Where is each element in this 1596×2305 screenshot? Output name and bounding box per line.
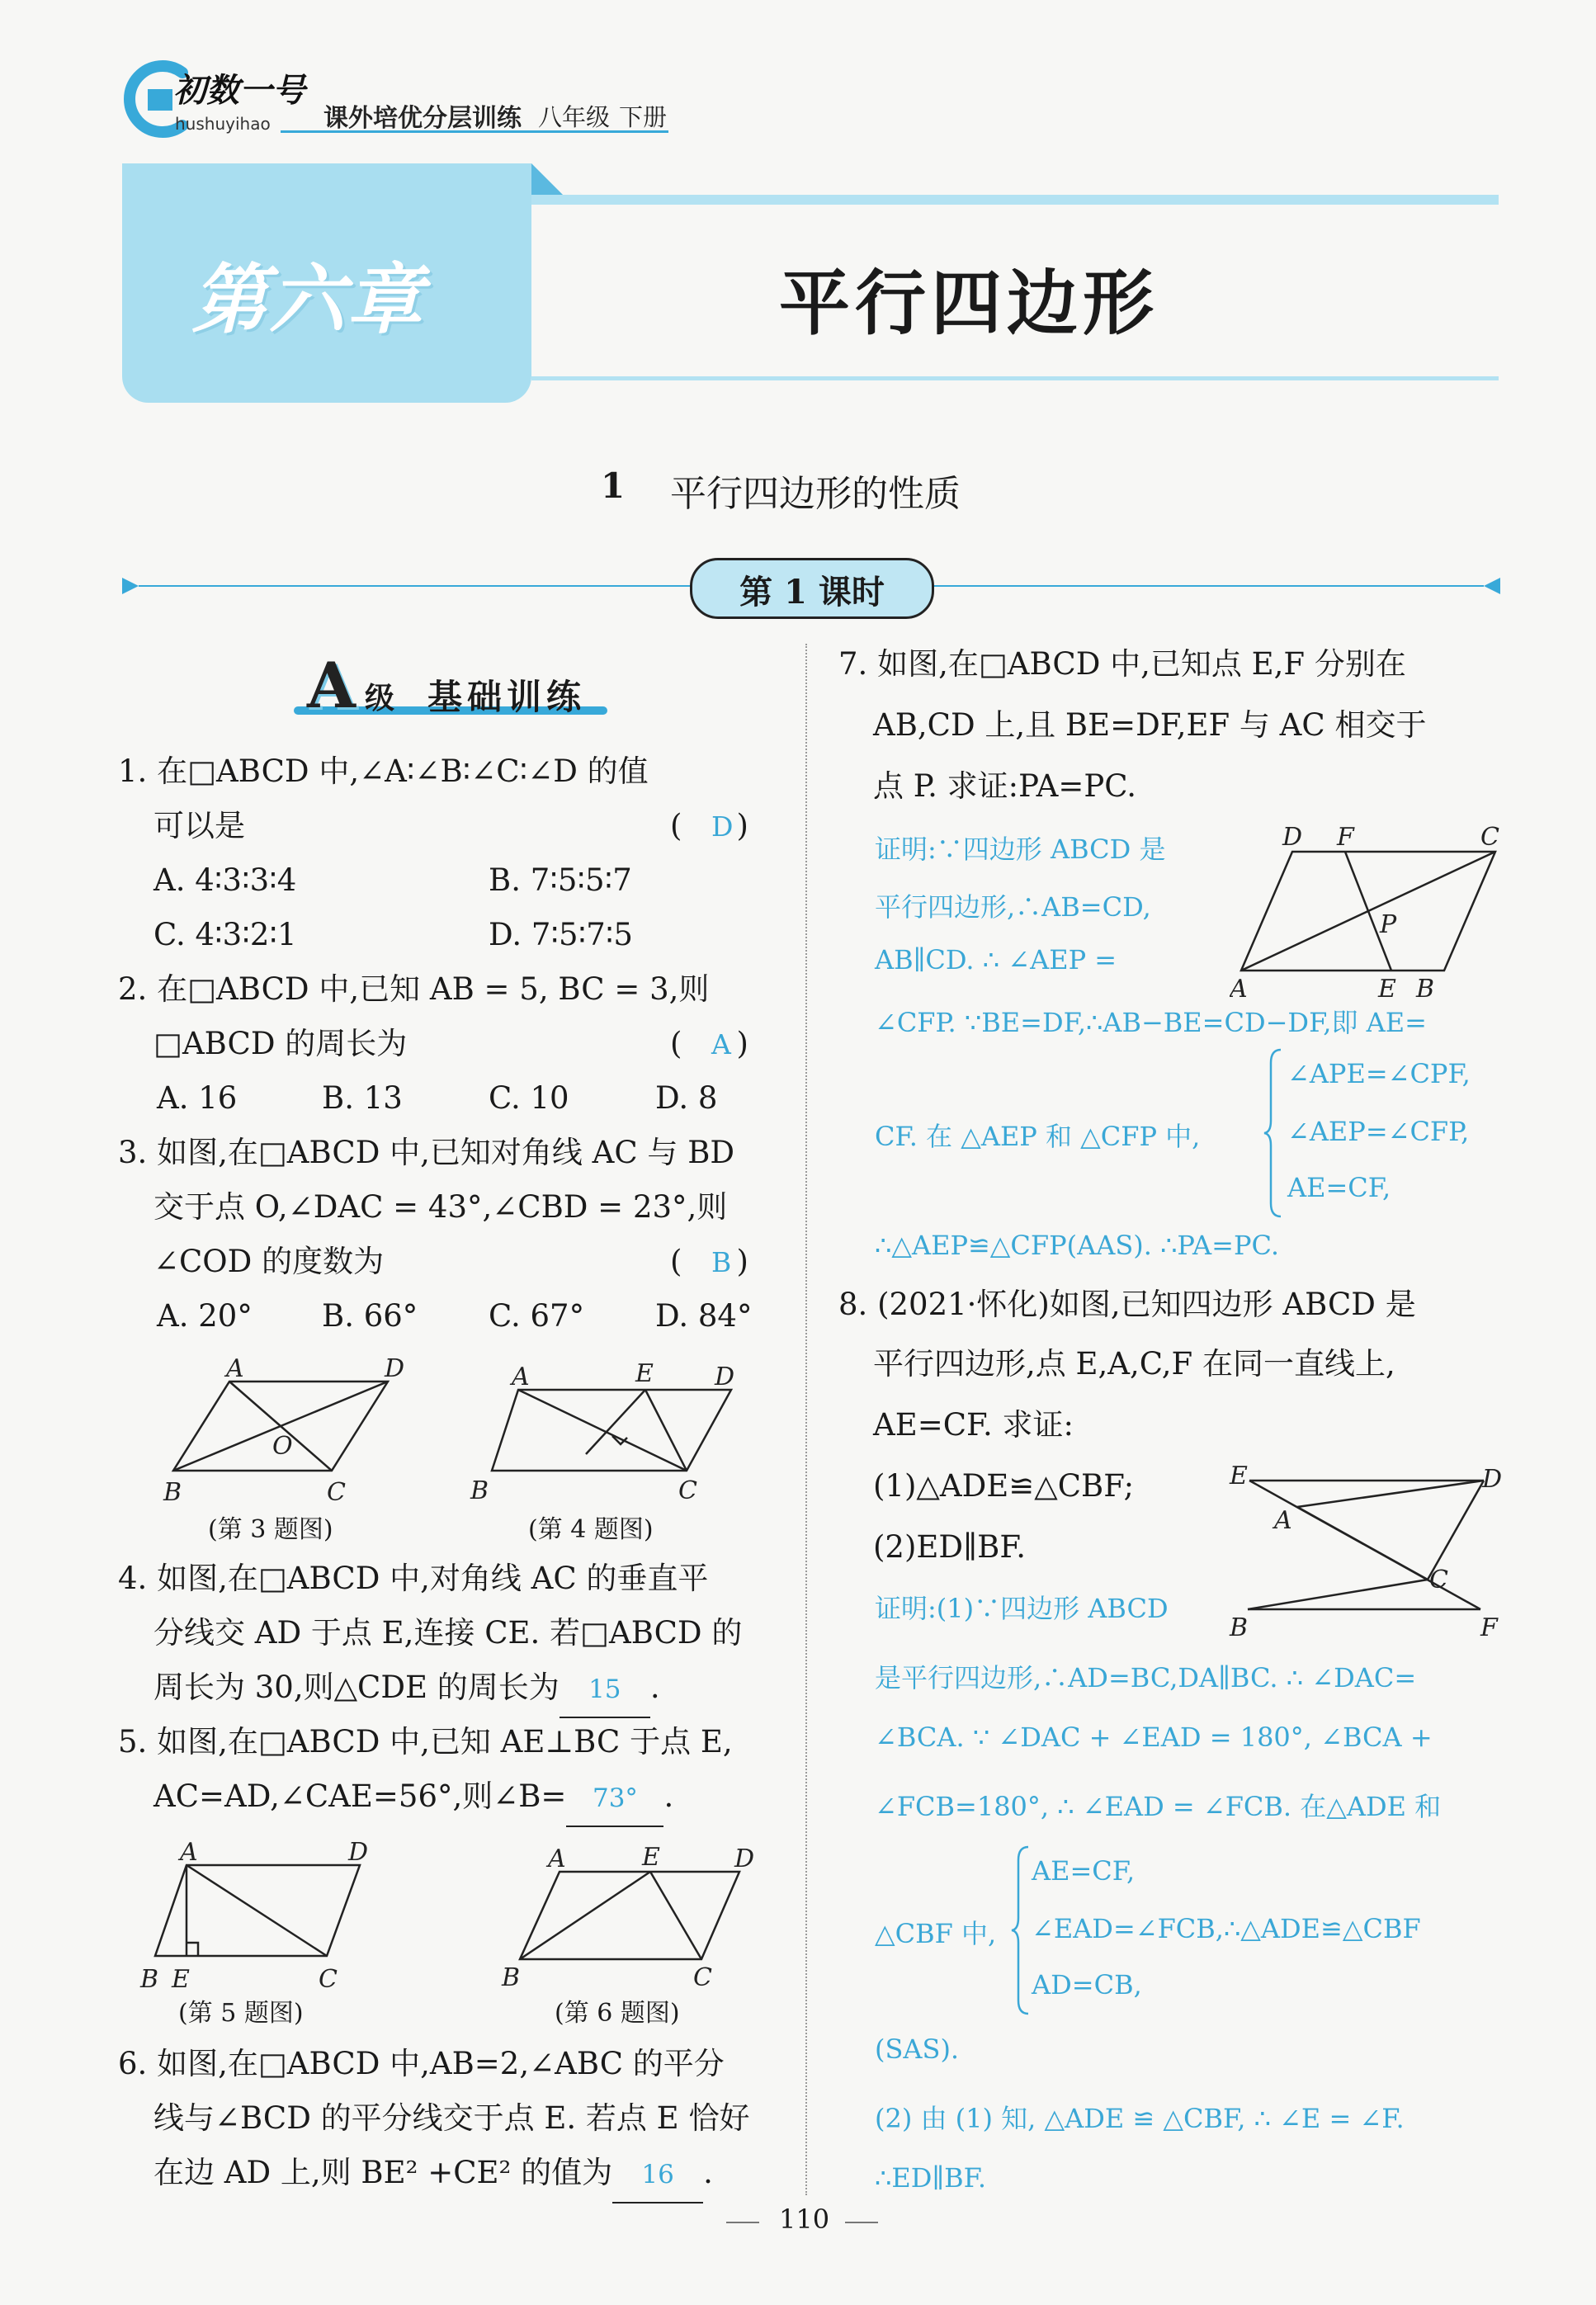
fig5-label-d: D [348,1838,369,1867]
figure-5 [132,1830,380,2004]
chapter-rule-top [531,195,1499,205]
q1-option-d: D. 7∶5∶7∶5 [489,917,633,952]
section-number: 1 [601,465,626,506]
q8-brace-2: ∠EAD=∠FCB,∴△ADE≌△CBF [1032,1913,1421,1944]
q1-option-a: A. 4∶3∶3∶4 [153,862,297,898]
q8-proof-8: ∴ED∥BF. [875,2162,987,2194]
level-title: 基础训练 [427,677,587,717]
fig8-label-f: F [1480,1613,1498,1642]
fig3-label-c: C [327,1478,346,1507]
fig7-label-e: E [1378,975,1396,1004]
q8-brace-1: AE=CF, [1032,1855,1136,1887]
q7-proof-4: ∠CFP. ∵BE=DF,∴AB−BE=CD−DF,即 AE= [875,1007,1427,1038]
fig5-label-b: B [140,1965,159,1994]
q8-proof-1: 证明:(1)∵四边形 ABCD [875,1593,1169,1624]
chapter-rule-bottom [531,376,1499,380]
q8-line1: 8. (2021·怀化)如图,已知四边形 ABCD 是 [838,1287,1416,1322]
q3-line2: 交于点 O,∠DAC = 43°,∠CBD = 23°,则 [153,1189,728,1225]
figure-4 [462,1353,759,1510]
fig3-label-b: B [163,1478,182,1507]
q8-sub-2: (2)ED∥BF. [873,1529,1027,1565]
q6-line2: 线与∠BCD 的平分线交于点 E. 若点 E 恰好 [153,2100,750,2136]
q8-line3: AE=CF. 求证: [873,1407,1074,1443]
fig5-label-c: C [319,1965,338,1994]
level-suffix: 级 [365,682,395,716]
q2-option-d: D. 8 [655,1080,718,1116]
fig8-label-e: E [1230,1462,1248,1490]
fig7-label-c: C [1480,823,1499,852]
q8-brace-3: AD=CB, [1032,1969,1142,2000]
fig8-label-c: C [1429,1566,1448,1594]
q5-line2: AC=AD,∠CAE=56°,则∠B= 73° . [153,1769,673,1827]
fig7-label-p: P [1380,910,1397,939]
fig4-caption: (第 4 题图) [528,1515,654,1544]
section-title: 平行四边形的性质 [670,473,961,515]
q1-option-b: B. 7∶5∶5∶7 [489,862,632,898]
q1-line1: 1. 在□ABCD 中,∠A∶∠B∶∠C∶∠D 的值 [118,753,649,789]
fig8-label-d: D [1482,1465,1502,1494]
chapter-label: 第六章 [191,256,425,344]
q7-line2: AB,CD 上,且 BE=DF,EF 与 AC 相交于 [873,707,1427,743]
figure-8 [1221,1452,1502,1642]
fig6-label-c: C [693,1963,712,1992]
fig3-caption: (第 3 题图) [208,1515,333,1544]
q7-brace-2: ∠AEP=∠CFP, [1287,1116,1470,1147]
logo-en: hushuyihao [175,114,271,134]
page-number: 110 [779,2203,830,2235]
q6-line3: 在边 AD 上,则 BE² +CE² 的值为 16 . [153,2146,713,2203]
q8-brace-icon [1010,1844,1032,2017]
figure-7 [1230,819,1502,1007]
q4-line2: 分线交 AD 于点 E,连接 CE. 若□ABCD 的 [153,1615,743,1651]
q2-option-a: A. 16 [157,1080,238,1116]
q8-proof-3: ∠BCA. ∵ ∠DAC + ∠EAD = 180°, ∠BCA + [875,1722,1433,1753]
fig4-label-b: B [470,1476,489,1505]
q2-line1: 2. 在□ABCD 中,已知 AB = 5, BC = 3,则 [118,971,710,1007]
fig3-label-o: O [272,1432,293,1461]
fig4-label-d: D [715,1363,735,1391]
q2-paren: ( ) [670,1026,748,1061]
q6-line3-text: 在边 AD 上,则 BE² +CE² 的值为 [153,2155,613,2190]
q3-option-d: D. 84° [655,1298,753,1334]
fig8-label-a: A [1274,1506,1292,1535]
q7-proof-5: CF. 在 △AEP 和 △CFP 中, [875,1121,1201,1152]
header-grade: 八年级 [538,103,611,131]
q7-line1: 7. 如图,在□ABCD 中,已知点 E,F 分别在 [838,646,1406,682]
q1-line2: 可以是 [153,808,245,843]
q2-option-c: C. 10 [489,1080,569,1116]
q8-proof-5-pre: △CBF 中, [875,1918,997,1949]
q7-brace-1: ∠APE=∠CPF, [1287,1058,1471,1089]
fig6-label-e: E [642,1843,660,1872]
q3-option-a: A. 20° [157,1298,253,1334]
fig6-caption: (第 6 题图) [555,1999,680,2028]
q3-option-b: B. 66° [322,1298,418,1334]
q8-sub-1: (1)△ADE≌△CBF; [873,1468,1135,1504]
lesson-label: 第 1 课时 [739,573,885,612]
q7-brace-icon [1263,1046,1284,1220]
header-series: 课外培优分层训练 [323,104,522,133]
figure-3 [157,1353,429,1510]
fig6-label-d: D [734,1844,755,1873]
fig7-label-f: F [1337,823,1354,852]
q8-proof-7: (2) 由 (1) 知, △ADE ≌ △CBF, ∴ ∠E = ∠F. [875,2103,1405,2134]
fig7-label-d: D [1282,823,1303,852]
q5-line2-text: AC=AD,∠CAE=56°,则∠B= [153,1778,567,1814]
q7-proof-6: ∴△AEP≌△CFP(AAS). ∴PA=PC. [875,1230,1279,1261]
q7-proof-1: 证明:∵四边形 ABCD 是 [875,834,1166,865]
fig5-caption: (第 5 题图) [178,1999,304,2028]
page-number-rule-right [845,2222,878,2223]
q4-answer: 15 [560,1662,650,1718]
q3-line3: ∠COD 的度数为 [153,1244,385,1279]
q6-line1: 6. 如图,在□ABCD 中,AB=2,∠ABC 的平分 [118,2046,725,2081]
fig4-label-e: E [635,1359,654,1388]
fig6-label-b: B [502,1963,521,1992]
q4-line1: 4. 如图,在□ABCD 中,对角线 AC 的垂直平 [118,1561,709,1596]
level-letter: A [307,649,356,722]
q4-line3: 周长为 30,则△CDE 的周长为 15 . [153,1660,660,1718]
fig8-label-b: B [1230,1613,1249,1642]
q8-line2: 平行四边形,点 E,A,C,F 在同一直线上, [873,1346,1395,1382]
q8-proof-2: 是平行四边形,∴AD=BC,DA∥BC. ∴ ∠DAC= [875,1662,1417,1693]
fig7-label-a: A [1230,975,1248,1004]
fig4-label-c: C [678,1476,697,1505]
q7-proof-3: AB∥CD. ∴ ∠AEP = [875,944,1117,975]
fig3-label-d: D [385,1354,405,1383]
fig4-label-a: A [512,1363,530,1391]
q2-answer: A [711,1028,731,1060]
q7-proof-2: 平行四边形,∴AB=CD, [875,891,1151,923]
q1-answer: D [711,810,734,843]
q3-option-c: C. 67° [489,1298,585,1334]
banner-corner-icon [531,163,564,196]
q6-answer: 16 [612,2147,703,2203]
page-number-rule-left [726,2222,759,2223]
chapter-title: 平行四边形 [779,262,1159,345]
q2-option-b: B. 13 [322,1080,403,1116]
fig5-label-a: A [180,1838,198,1867]
header-volume: 下册 [619,103,668,131]
column-divider [805,644,807,2195]
fig7-label-b: B [1416,975,1435,1004]
q3-paren: ( ) [670,1244,748,1279]
q1-option-c: C. 4∶3∶2∶1 [153,917,297,952]
q4-line3-text: 周长为 30,则△CDE 的周长为 [153,1670,560,1705]
q7-brace-3: AE=CF, [1287,1172,1391,1203]
logo-cn: 初数一号 [173,72,305,110]
q8-proof-4: ∠FCB=180°, ∴ ∠EAD = ∠FCB. 在△ADE 和 [875,1791,1442,1822]
q5-line1: 5. 如图,在□ABCD 中,已知 AE⊥BC 于点 E, [118,1724,733,1759]
q5-answer: 73° [566,1771,663,1827]
q1-paren: ( ) [670,808,748,843]
fig5-label-e: E [172,1965,190,1994]
q3-line1: 3. 如图,在□ABCD 中,已知对角线 AC 与 BD [118,1135,735,1170]
fig6-label-a: A [548,1844,566,1873]
q3-answer: B [711,1246,732,1278]
q8-proof-6: (SAS). [875,2033,960,2065]
q7-line3: 点 P. 求证:PA=PC. [873,768,1137,804]
fig3-label-a: A [226,1354,244,1383]
q2-line2: □ABCD 的周长为 [153,1026,408,1061]
figure-6 [495,1830,767,2004]
